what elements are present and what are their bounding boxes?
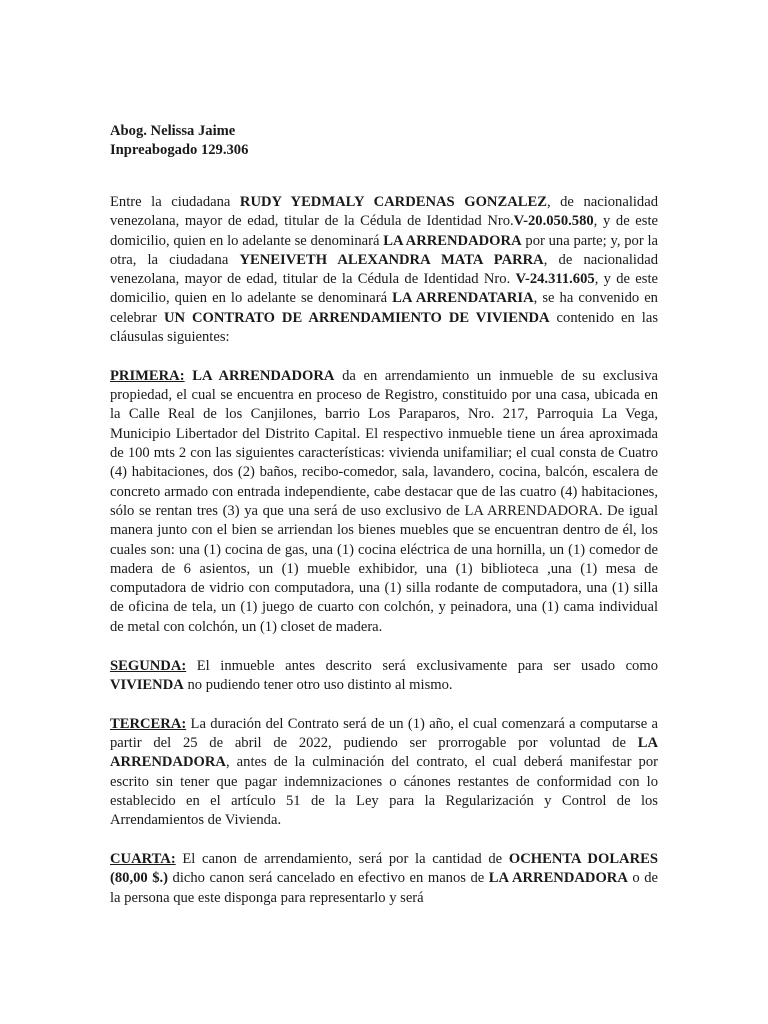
tenant-id: V-24.311.605 — [515, 271, 595, 288]
intro-text: , de nacionalidad venezolana, mayor de edad, titular de la Cédula de Identidad Nro. — [110, 194, 659, 230]
landlord-role: LA ARRENDADORA — [488, 870, 628, 887]
intro-text: , se ha convenido en celebrar — [110, 290, 658, 326]
clause-heading: TERCERA: — [110, 715, 187, 732]
clause-text: no pudiendo tener otro uso distinto al mismo. — [183, 676, 453, 693]
rent-amount: OCHENTA DOLARES (80,00 $.) — [110, 850, 658, 887]
clause-text: El canon de arrendamiento, será por la cantidad de — [175, 850, 509, 867]
clause-tercera — [110, 715, 658, 831]
landlord-id: V-20.050.580 — [513, 213, 594, 230]
intro-text: , y de este domicilio, quien en lo adelante se denominará — [110, 271, 658, 307]
intro-text: , de nacionalidad venezolana, mayor de edad, titular de la Cédula de Identidad Nro. — [110, 251, 659, 288]
clause-text: dicho canon será cancelado en efectivo en manos de — [168, 870, 489, 887]
clause-segunda — [110, 657, 658, 696]
clause-heading: SEGUNDA: — [110, 657, 187, 674]
clause-text: , antes de la culminación del contrato, el cual deberá manifestar por escrito sin tener que pagar indemnizaciones o cánones restantes de conformidad con lo establecido en el artículo 51 de la Ley para la Regularización y Control de los Arrendamientos de Vivienda. — [110, 754, 658, 829]
property-use: VIVIENDA — [110, 676, 184, 693]
intro-text: contenido en las cláusulas siguientes: — [110, 309, 659, 346]
intro-text: , y de este domicilio, quien en lo adelante se denominará — [110, 213, 659, 249]
author-name: Abog. Nelissa Jaime — [110, 123, 236, 139]
clause-heading: PRIMERA: — [110, 367, 185, 384]
clause-text: El inmueble antes descrito será exclusivamente para ser usado como — [186, 657, 658, 674]
clause-cuarta — [110, 850, 658, 908]
intro-text: Entre la ciudadana — [110, 194, 240, 210]
intro-paragraph — [110, 193, 658, 347]
landlord-name: RUDY YEDMALY CARDENAS GONZALEZ — [239, 194, 547, 210]
landlord-role: LA ARRENDADORA — [192, 367, 335, 384]
landlord-role: LA ARRENDADORA — [383, 232, 522, 249]
clause-heading: CUARTA: — [110, 850, 176, 867]
landlord-role: LA ARRENDADORA — [110, 734, 658, 771]
tenant-role: LA ARRENDATARIA — [392, 290, 534, 307]
contract-type: UN CONTRATO DE ARRENDAMIENTO DE VIVIENDA — [163, 309, 550, 326]
clause-primera — [110, 367, 658, 637]
tenant-name: YENEIVETH ALEXANDRA MATA PARRA — [239, 251, 544, 268]
intro-text: por una parte; y, por la otra, la ciudadana — [110, 232, 659, 268]
clause-text: o de la persona que este disponga para representarlo y será — [110, 870, 659, 906]
document-header — [110, 122, 658, 160]
clause-text: da en arrendamiento un inmueble de su exclusiva propiedad, el cual se encuentra en proceso de Registro, constituido por una casa, ubicada en la Calle Real de los Canjilones, barrio Los Paraparos, Nro. 217, Parroquia La Vega, Municipio Libertador del Distrito Capital. El respectivo inmueble tiene un área aproximada de 100 mts 2 con las siguientes características: vivienda unifamiliar; el cual consta de Cuatro (4) habitaciones, dos (2) baños, recibo-comedor, sala, lavandero, cocina, balcón, escalera de concreto armado con entrada independiente, cabe destacar que de las cuatro (4) habitaciones, sólo se rentan tres (3) ya que una será de uso exclusivo de LA ARRENDADORA. De igual manera junto con el bien se arriendan los bienes muebles que se encuentran dentro de él, los cuales son: una (1) cocina de gas, una (1) cocina eléctrica de una hornilla, un (1) comedor de madera de 6 asientos, un (1) mueble exhibidor, una (1) biblioteca ,una (1) mesa de computadora de vidrio con computadora, una (1) silla rodante de computadora, una (1) silla de oficina de tela, un (1) juego de cuarto con colchón, y peinadora, una (1) cama individual de metal con colchón, un (1) closet de madera. — [110, 367, 659, 635]
bar-registration: Inpreabogado 129.306 — [110, 142, 249, 158]
clause-text: La duración del Contrato será de un (1) año, el cual comenzará a computarse a partir del 25 de abril de 2022, pudiendo ser prorrogable por voluntad de — [110, 715, 658, 751]
